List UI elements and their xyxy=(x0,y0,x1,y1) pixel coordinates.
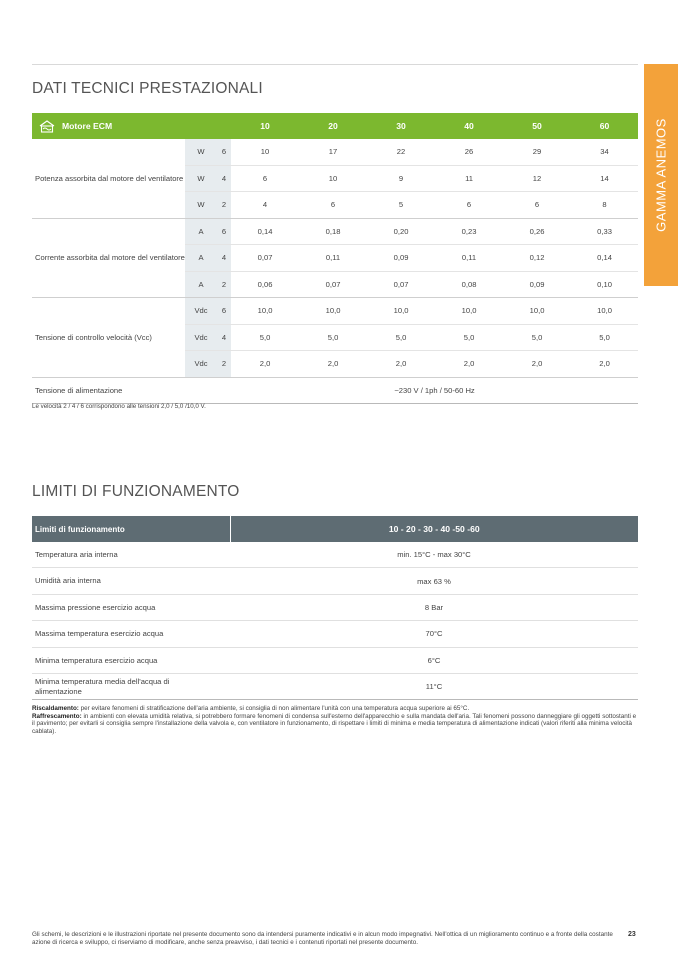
heating-note xyxy=(32,705,638,713)
speed-cell: 2 xyxy=(217,192,231,219)
value-cell: 5 xyxy=(367,192,435,219)
unit-cell: A xyxy=(185,271,217,298)
unit-cell: A xyxy=(185,245,217,272)
value-cell: 5,0 xyxy=(367,324,435,351)
value-cell: 0,14 xyxy=(571,245,638,272)
value-cell: 10,0 xyxy=(571,298,638,325)
value-cell: 0,07 xyxy=(299,271,367,298)
value-cell: 0,18 xyxy=(299,218,367,245)
limits-value: 70°C xyxy=(230,621,638,647)
value-cell: 6 xyxy=(435,192,503,219)
value-cell: 10 xyxy=(231,139,299,165)
value-cell: 0,23 xyxy=(435,218,503,245)
operating-notes xyxy=(32,705,638,735)
value-cell: 10,0 xyxy=(299,298,367,325)
technical-data-table xyxy=(32,113,638,404)
size-header: 20 xyxy=(299,113,367,139)
value-cell: 0,11 xyxy=(299,245,367,272)
value-cell: 22 xyxy=(367,139,435,165)
value-cell: 5,0 xyxy=(571,324,638,351)
limits-label: Massima pressione esercizio acqua xyxy=(32,594,230,620)
limits-value: min. 15°C - max 30°C xyxy=(230,542,638,568)
value-cell: 8 xyxy=(571,192,638,219)
section-title-limits: LIMITI DI FUNZIONAMENTO xyxy=(32,483,240,500)
table-row xyxy=(32,298,638,325)
side-tab-label: GAMMA ANEMOS xyxy=(653,118,669,232)
value-cell: 0,09 xyxy=(503,271,571,298)
value-cell: 10,0 xyxy=(367,298,435,325)
value-cell: 6 xyxy=(231,165,299,192)
unit-cell: W xyxy=(185,139,217,165)
group-label: Tensione di controllo velocità (Vcc) xyxy=(32,298,185,378)
value-cell: 0,33 xyxy=(571,218,638,245)
value-cell: 6 xyxy=(503,192,571,219)
value-cell: 0,14 xyxy=(231,218,299,245)
value-cell: 34 xyxy=(571,139,638,165)
value-cell: 5,0 xyxy=(231,324,299,351)
value-cell: 10,0 xyxy=(231,298,299,325)
power-supply-row xyxy=(32,377,638,404)
value-cell: 0,06 xyxy=(231,271,299,298)
value-cell: 2,0 xyxy=(231,351,299,378)
table-row xyxy=(32,139,638,165)
value-cell: 2,0 xyxy=(571,351,638,378)
limits-label: Massima temperatura esercizio acqua xyxy=(32,621,230,647)
value-cell: 26 xyxy=(435,139,503,165)
limits-row xyxy=(32,568,638,594)
value-cell: 5,0 xyxy=(435,324,503,351)
unit-cell: W xyxy=(185,165,217,192)
top-rule xyxy=(32,64,638,65)
value-cell: 10,0 xyxy=(435,298,503,325)
limits-row xyxy=(32,673,638,699)
limits-row xyxy=(32,542,638,568)
value-cell: 2,0 xyxy=(367,351,435,378)
motor-header-cell xyxy=(32,113,231,139)
speed-note: Le velocità 2 / 4 / 6 corrispondono alle tensioni 2,0 / 5,0 /10,0 V. xyxy=(32,403,206,410)
value-cell: 4 xyxy=(231,192,299,219)
value-cell: 10,0 xyxy=(503,298,571,325)
value-cell: 2,0 xyxy=(299,351,367,378)
footer-disclaimer: Gli schemi, le descrizioni e le illustrazioni riportate nel presente documento sono da intendersi puramente indicativi e in alcun modo impegnativi. Nell'ottica di un miglioramento continuo e a fronte della costante azione di ricerca e sviluppo, ci riserviamo di modificare, anche senza preavviso, i dati tecnici e i contenuti riportati nel presente documento. xyxy=(32,931,613,946)
limits-row xyxy=(32,594,638,620)
limits-value: 8 Bar xyxy=(230,594,638,620)
speed-cell: 6 xyxy=(217,298,231,325)
size-header: 10 xyxy=(231,113,299,139)
value-cell: 0,07 xyxy=(231,245,299,272)
value-cell: 0,11 xyxy=(435,245,503,272)
unit-cell: Vdc xyxy=(185,298,217,325)
value-cell: 0,12 xyxy=(503,245,571,272)
value-cell: 10 xyxy=(299,165,367,192)
cooling-note-title: Raffrescamento: xyxy=(32,712,82,720)
limits-header-value: 10 - 20 - 30 - 40 -50 -60 xyxy=(230,516,638,542)
fan-unit-icon xyxy=(38,119,56,133)
value-cell: 5,0 xyxy=(299,324,367,351)
value-cell: 0,08 xyxy=(435,271,503,298)
limits-row xyxy=(32,621,638,647)
value-cell: 0,26 xyxy=(503,218,571,245)
section-title-technical: DATI TECNICI PRESTAZIONALI xyxy=(32,80,263,97)
value-cell: 6 xyxy=(299,192,367,219)
power-supply-value: ~230 V / 1ph / 50-60 Hz xyxy=(231,377,638,404)
value-cell: 2,0 xyxy=(503,351,571,378)
value-cell: 0,09 xyxy=(367,245,435,272)
value-cell: 12 xyxy=(503,165,571,192)
size-header: 50 xyxy=(503,113,571,139)
limits-row xyxy=(32,647,638,673)
unit-cell: A xyxy=(185,218,217,245)
heating-note-title: Riscaldamento: xyxy=(32,705,79,712)
limits-label: Minima temperatura esercizio acqua xyxy=(32,647,230,673)
limits-header-label: Limiti di funzionamento xyxy=(32,516,230,542)
limits-header-row xyxy=(32,516,638,542)
speed-cell: 4 xyxy=(217,324,231,351)
size-header: 30 xyxy=(367,113,435,139)
limits-value: 11°C xyxy=(230,673,638,699)
speed-cell: 6 xyxy=(217,139,231,165)
value-cell: 29 xyxy=(503,139,571,165)
speed-cell: 2 xyxy=(217,351,231,378)
value-cell: 2,0 xyxy=(435,351,503,378)
page-number: 23 xyxy=(628,931,636,938)
limits-label: Temperatura aria interna xyxy=(32,542,230,568)
value-cell: 0,20 xyxy=(367,218,435,245)
side-tab xyxy=(644,64,678,286)
unit-cell: Vdc xyxy=(185,324,217,351)
table-row xyxy=(32,218,638,245)
size-header: 60 xyxy=(571,113,638,139)
limits-value: max 63 % xyxy=(230,568,638,594)
limits-table xyxy=(32,516,638,700)
speed-cell: 2 xyxy=(217,271,231,298)
power-supply-label: Tensione di alimentazione xyxy=(32,377,231,404)
value-cell: 14 xyxy=(571,165,638,192)
value-cell: 9 xyxy=(367,165,435,192)
limits-label: Minima temperatura media dell'acqua di alimentazione xyxy=(32,673,230,699)
motor-header-label: Motore ECM xyxy=(62,121,113,131)
limits-value: 6°C xyxy=(230,647,638,673)
unit-cell: W xyxy=(185,192,217,219)
cooling-note-text: in ambienti con elevata umidità relativa, si potrebbero formare fenomeni di condensa sull'esterno dell'apparecchio e sulla mandata dell'aria. Tali fenomeni possono danneggiare gli oggetti sottostanti e il pavimento; per evitarli si consiglia sempre l'installazione della valvola e, con ventilatore in funzionamento, di rispettare i limiti di minima e media temperatura di alimentazione indicati (valori riferiti alla minima velocità cablata). xyxy=(32,712,637,735)
group-label: Potenza assorbita dal motore del ventilatore xyxy=(32,139,185,218)
speed-cell: 4 xyxy=(217,165,231,192)
size-header: 40 xyxy=(435,113,503,139)
speed-cell: 6 xyxy=(217,218,231,245)
value-cell: 17 xyxy=(299,139,367,165)
group-label: Corrente assorbita dal motore del ventilatore xyxy=(32,218,185,298)
value-cell: 11 xyxy=(435,165,503,192)
value-cell: 0,07 xyxy=(367,271,435,298)
cooling-note xyxy=(32,713,638,736)
value-cell: 0,10 xyxy=(571,271,638,298)
heating-note-text: per evitare fenomeni di stratificazione dell'aria ambiente, si consiglia di non alimentare l'unità con una temperatura acqua superiore ai 65°C. xyxy=(78,705,470,712)
unit-cell: Vdc xyxy=(185,351,217,378)
speed-cell: 4 xyxy=(217,245,231,272)
table-header-row xyxy=(32,113,638,139)
value-cell: 5,0 xyxy=(503,324,571,351)
limits-label: Umidità aria interna xyxy=(32,568,230,594)
